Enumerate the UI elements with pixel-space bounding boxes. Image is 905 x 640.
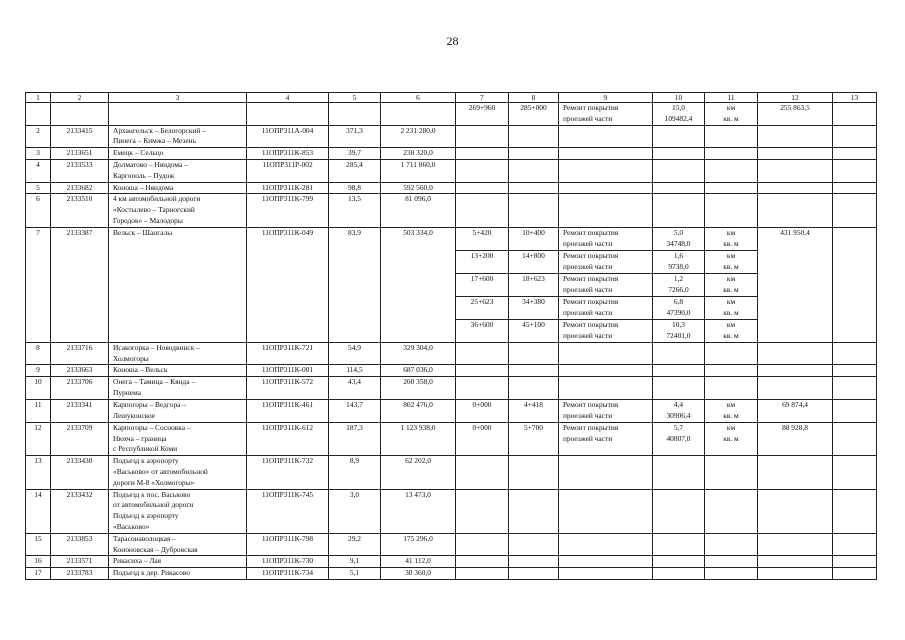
cell-length: 43,4 [329, 377, 381, 400]
cell-quantity: 6,8 47390,0 [653, 296, 705, 319]
table-row [26, 194, 877, 227]
cell-code: 2133533 [51, 159, 109, 182]
cell-road-name: Исакогорка – Новодвинск – Холмогоры [109, 342, 247, 365]
cell-quantity: 15,0 109482,4 [653, 103, 705, 126]
col-header: 2 [51, 93, 109, 103]
cell-work: Ремонт покрытия проезжей части [559, 250, 653, 273]
cell-road-id: 11ОПР311А-004 [247, 125, 329, 148]
cell-sum: 238 320,0 [381, 148, 456, 160]
cell-num: 11 [26, 399, 51, 422]
cell-road-name: Долматово – Няндома – Каргополь – Пудож [109, 159, 247, 182]
cell-work: Ремонт покрытия проезжей части [559, 227, 653, 250]
cell-quantity: 1,2 7266,0 [653, 273, 705, 296]
cell-length: 8,9 [329, 456, 381, 489]
cell-end: 5+700 [509, 422, 559, 455]
cell-length: 5,1 [329, 568, 381, 580]
col-header: 8 [509, 93, 559, 103]
cell-end: 18+623 [509, 273, 559, 296]
col-header: 1 [26, 93, 51, 103]
cell-road-id: 11ОПР311К-799 [247, 194, 329, 227]
cell-road-id: 11ОПР311К-049 [247, 227, 329, 250]
table-row [26, 342, 877, 365]
cell-road-id: 11ОПР311К-001 [247, 365, 329, 377]
cell-sum: 81 096,0 [381, 194, 456, 227]
table-row [26, 533, 877, 556]
cell-length: 9,1 [329, 556, 381, 568]
cell-road-name: Онега – Тамица – Кянда – Пурнема [109, 377, 247, 400]
cell-quantity: 5,7 40807,0 [653, 422, 705, 455]
cell-num: 8 [26, 342, 51, 365]
cell-unit: км кв. м [705, 250, 758, 273]
table-row [26, 568, 877, 580]
cell-cost: 88 928,8 [758, 422, 833, 455]
cell-work: Ремонт покрытия проезжей части [559, 103, 653, 126]
cell-cost: 69 874,4 [758, 399, 833, 422]
cell-sum: 329 304,0 [381, 342, 456, 365]
cell-start: 13+200 [456, 250, 509, 273]
cell-cost: 255 863,5 [758, 103, 833, 126]
cell-end: 285+000 [509, 103, 559, 126]
cell-code: 2133663 [51, 365, 109, 377]
cell-road-id: 11ОПР311К-281 [247, 182, 329, 194]
cell-code: 2133706 [51, 377, 109, 400]
cell-num: 15 [26, 533, 51, 556]
cell-unit: км кв. м [705, 296, 758, 319]
cell-road-id: 11ОПР311К-730 [247, 556, 329, 568]
col-header: 13 [833, 93, 877, 103]
cell-code: 2133387 [51, 227, 109, 342]
cell-road-id: 11ОПР311К-745 [247, 489, 329, 533]
cell-quantity: 5,0 34748,0 [653, 227, 705, 250]
cell-num: 4 [26, 159, 51, 182]
cell-sum: 260 358,0 [381, 377, 456, 400]
cell-start: 5+420 [456, 227, 509, 250]
cell-sum: 62 202,0 [381, 456, 456, 489]
cell-start: 17+600 [456, 273, 509, 296]
table-row [26, 456, 877, 489]
cell-quantity: 1,6 9738,0 [653, 250, 705, 273]
cell-length: 114,5 [329, 365, 381, 377]
cell-code: 2133853 [51, 533, 109, 556]
cell-road-id: 11ОПР311К-732 [247, 456, 329, 489]
cell-sum: 687 036,0 [381, 365, 456, 377]
cell-end: 10+400 [509, 227, 559, 250]
roads-table [25, 92, 877, 580]
cell-num: 16 [26, 556, 51, 568]
page-number: 28 [446, 34, 459, 48]
cell-code: 2133651 [51, 148, 109, 160]
cell-road-name: Рикасиха – Лая [109, 556, 247, 568]
cell-road-name: Подъезд к дер. Рикасово [109, 568, 247, 580]
cell-sum: 13 473,0 [381, 489, 456, 533]
cell-code: 2133432 [51, 489, 109, 533]
cell-code: 2133341 [51, 399, 109, 422]
cell-length: 371,3 [329, 125, 381, 148]
cell-road-name: Карпогоры – Сосновка – Нюхча – граница с Республикой Коми [109, 422, 247, 455]
cell-end: 34+380 [509, 296, 559, 319]
cell-num: 9 [26, 365, 51, 377]
table-row [26, 125, 877, 148]
table-row [26, 103, 877, 126]
cell-sum: 1 711 860,0 [381, 159, 456, 182]
table-row [26, 227, 877, 250]
cell-num: 3 [26, 148, 51, 160]
col-header: 12 [758, 93, 833, 103]
cell-length: 29,2 [329, 533, 381, 556]
cell-code: 2133571 [51, 556, 109, 568]
cell-code: 2133415 [51, 125, 109, 148]
table-row [26, 273, 877, 296]
cell-length: 54,9 [329, 342, 381, 365]
cell-cost: 431 950,4 [758, 227, 833, 342]
table-row [26, 148, 877, 160]
cell-road-id: 11ОПР311К-734 [247, 568, 329, 580]
table-row [26, 489, 877, 533]
cell-num: 17 [26, 568, 51, 580]
cell-unit: км кв. м [705, 103, 758, 126]
cell-end: 4+418 [509, 399, 559, 422]
cell-start: 0+000 [456, 399, 509, 422]
cell-sum: 862 476,0 [381, 399, 456, 422]
cell-road-name: Архангельск – Белогорский – Пинега – Кимжа – Мезень [109, 125, 247, 148]
cell-work: Ремонт покрытия проезжей части [559, 273, 653, 296]
cell-work: Ремонт покрытия проезжей части [559, 319, 653, 342]
table-row [26, 250, 877, 273]
col-header: 5 [329, 93, 381, 103]
cell-length: 13,5 [329, 194, 381, 227]
cell-road-id: 11ОПР311К-572 [247, 377, 329, 400]
cell-num: 12 [26, 422, 51, 455]
cell-code: 2133510 [51, 194, 109, 227]
header-row [26, 93, 877, 103]
cell-code: 2133709 [51, 422, 109, 455]
col-header: 7 [456, 93, 509, 103]
cell-unit: км кв. м [705, 422, 758, 455]
cell-code: 2133682 [51, 182, 109, 194]
cell-sum: 30 360,0 [381, 568, 456, 580]
cell-road-id: 11ОПР311К-721 [247, 342, 329, 365]
cell-road-name: Вельск – Шангалы [109, 227, 247, 250]
cell-code: 2133716 [51, 342, 109, 365]
cell-length: 143,7 [329, 399, 381, 422]
cell-road-id: 11ОПР311К-798 [247, 533, 329, 556]
cell-start: 0+000 [456, 422, 509, 455]
cell-road-id: 11ОПР311К-461 [247, 399, 329, 422]
cell-sum: 503 334,0 [381, 227, 456, 250]
cell-road-name: Емецк – Сельцо [109, 148, 247, 160]
table-row [26, 365, 877, 377]
col-header: 10 [653, 93, 705, 103]
cell-sum: 41 112,0 [381, 556, 456, 568]
cell-work: Ремонт покрытия проезжей части [559, 296, 653, 319]
cell-road-id: 11ОПР311К-853 [247, 148, 329, 160]
cell-length: 3,0 [329, 489, 381, 533]
table-row [26, 319, 877, 342]
cell-end: 45+100 [509, 319, 559, 342]
cell-start: 36+600 [456, 319, 509, 342]
cell-start: 269+960 [456, 103, 509, 126]
cell-unit: км кв. м [705, 399, 758, 422]
cell-sum: 175 296,0 [381, 533, 456, 556]
cell-road-name: Подъезд к аэропорту «Васьково» от автомобильной дороги М-8 «Холмогоры» [109, 456, 247, 489]
cell-sum: 592 560,0 [381, 182, 456, 194]
cell-code: 2133430 [51, 456, 109, 489]
cell-length: 187,3 [329, 422, 381, 455]
cell-quantity: 10,3 72401,0 [653, 319, 705, 342]
cell-road-id: 11ОПР311К-612 [247, 422, 329, 455]
cell-road-name: Коноша – Няндома [109, 182, 247, 194]
table-row [26, 159, 877, 182]
table-row [26, 296, 877, 319]
cell-unit: км кв. м [705, 273, 758, 296]
cell-length: 83,9 [329, 227, 381, 250]
table-row [26, 422, 877, 455]
cell-work: Ремонт покрытия проезжей части [559, 399, 653, 422]
table-row [26, 377, 877, 400]
table-row [26, 182, 877, 194]
cell-sum: 2 231 280,0 [381, 125, 456, 148]
cell-num: 10 [26, 377, 51, 400]
cell-length: 39,7 [329, 148, 381, 160]
table-row [26, 556, 877, 568]
cell-road-name: Карпогоры – Ведгора – Лешуконское [109, 399, 247, 422]
cell-num: 2 [26, 125, 51, 148]
cell-sum: 1 123 938,0 [381, 422, 456, 455]
cell-road-name: Тарасонаволоцкая – Кононовская – Дубровская [109, 533, 247, 556]
cell-num: 13 [26, 456, 51, 489]
col-header: 4 [247, 93, 329, 103]
cell-num: 7 [26, 227, 51, 342]
cell-road-name: Коноша – Вельск [109, 365, 247, 377]
col-header: 3 [109, 93, 247, 103]
cell-road-name: 4 км автомобильной дороги «Костылево – Тарногский Городок» – Малодоры [109, 194, 247, 227]
cell-work: Ремонт покрытия проезжей части [559, 422, 653, 455]
cell-start: 25+623 [456, 296, 509, 319]
cell-unit: км кв. м [705, 319, 758, 342]
cell-num: 14 [26, 489, 51, 533]
cell-num: 5 [26, 182, 51, 194]
col-header: 11 [705, 93, 758, 103]
cell-length: 98,8 [329, 182, 381, 194]
cell-code: 2133783 [51, 568, 109, 580]
cell-road-name: Подъезд к пос. Васьково от автомобильной дороги Подъезд к аэропорту «Васьково» [109, 489, 247, 533]
cell-length: 285,4 [329, 159, 381, 182]
cell-num: 6 [26, 194, 51, 227]
cell-road-id: 11ОПР311Р-002 [247, 159, 329, 182]
table-row [26, 399, 877, 422]
col-header: 9 [559, 93, 653, 103]
cell-quantity: 4,4 30906,4 [653, 399, 705, 422]
col-header: 6 [381, 93, 456, 103]
cell-end: 14+800 [509, 250, 559, 273]
cell-unit: км кв. м [705, 227, 758, 250]
